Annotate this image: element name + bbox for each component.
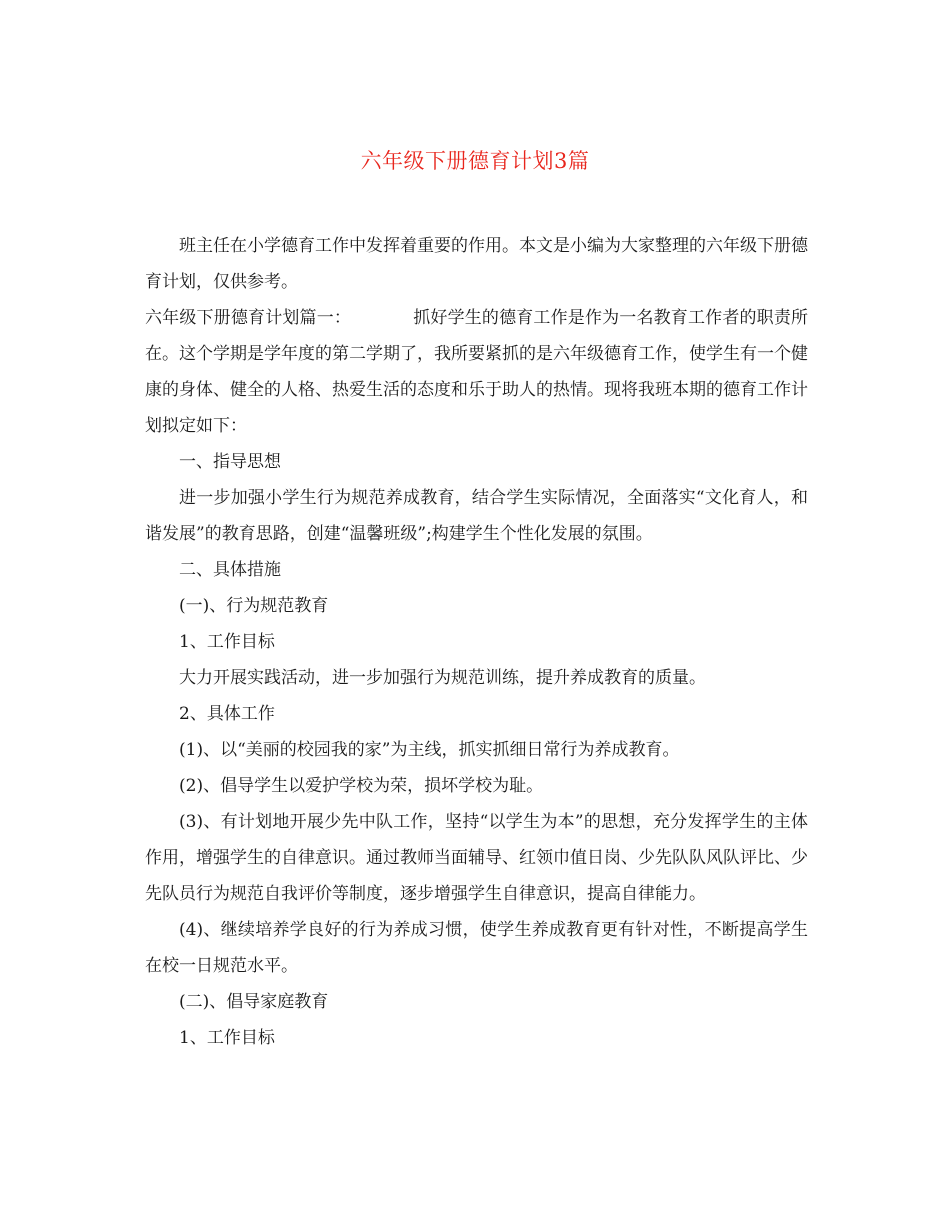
item-specific-work: 2、具体工作 [179, 704, 275, 724]
work-item-3: (3)、有计划地开展少先中队工作，坚持“以学生为本”的思想，充分发挥学生的主体作用，增强学生的自律意识。通过教师当面辅导、红领巾值日岗、少先队队风队评比、少先队员行为规范自我评价等制度，逐步增强学生自律意识，提高自律能力。 [145, 812, 808, 904]
section1-label: 六年级下册德育计划篇一： [145, 308, 352, 328]
guiding-thought-paragraph: 进一步加强小学生行为规范养成教育，结合学生实际情况，全面落实“文化育人，和谐发展”的教育思路，创建“温馨班级”;构建学生个性化发展的氛围。 [145, 488, 808, 544]
document-title: 六年级下册德育计划3篇 [360, 149, 590, 173]
work-goal-paragraph: 大力开展实践活动，进一步加强行为规范训练，提升养成教育的质量。 [179, 668, 706, 688]
heading-specific-measures: 二、具体措施 [179, 560, 281, 580]
section1-text: 抓好学生的德育工作是作为一名教育工作者的职责所在。这个学期是学年度的第二学期了，我所要紧抓的是六年级德育工作，使学生有一个健康的身体、健全的人格、热爱生活的态度和乐于助人的热情。现将我班本期的德育工作计划拟定如下： [145, 308, 809, 436]
section1-paragraph [145, 300, 808, 444]
heading-guiding-thought: 一、指导思想 [179, 452, 281, 472]
subheading-family-education: (二)、倡导家庭教育 [179, 992, 329, 1012]
work-item-2: (2)、倡导学生以爱护学校为荣，损坏学校为耻。 [179, 776, 544, 796]
subheading-behavior-education: (一)、行为规范教育 [179, 596, 329, 616]
item-work-goal-2: 1、工作目标 [179, 1028, 275, 1048]
work-item-1: (1)、以“美丽的校园我的家”为主线，抓实抓细日常行为养成教育。 [179, 740, 680, 760]
intro-paragraph: 班主任在小学德育工作中发挥着重要的作用。本文是小编为大家整理的六年级下册德育计划，仅供参考。 [145, 236, 808, 292]
document-body [145, 228, 808, 1056]
item-work-goal-1: 1、工作目标 [179, 632, 275, 652]
work-item-4: (4)、继续培养学良好的行为养成习惯，使学生养成教育更有针对性，不断提高学生在校一日规范水平。 [145, 920, 808, 976]
